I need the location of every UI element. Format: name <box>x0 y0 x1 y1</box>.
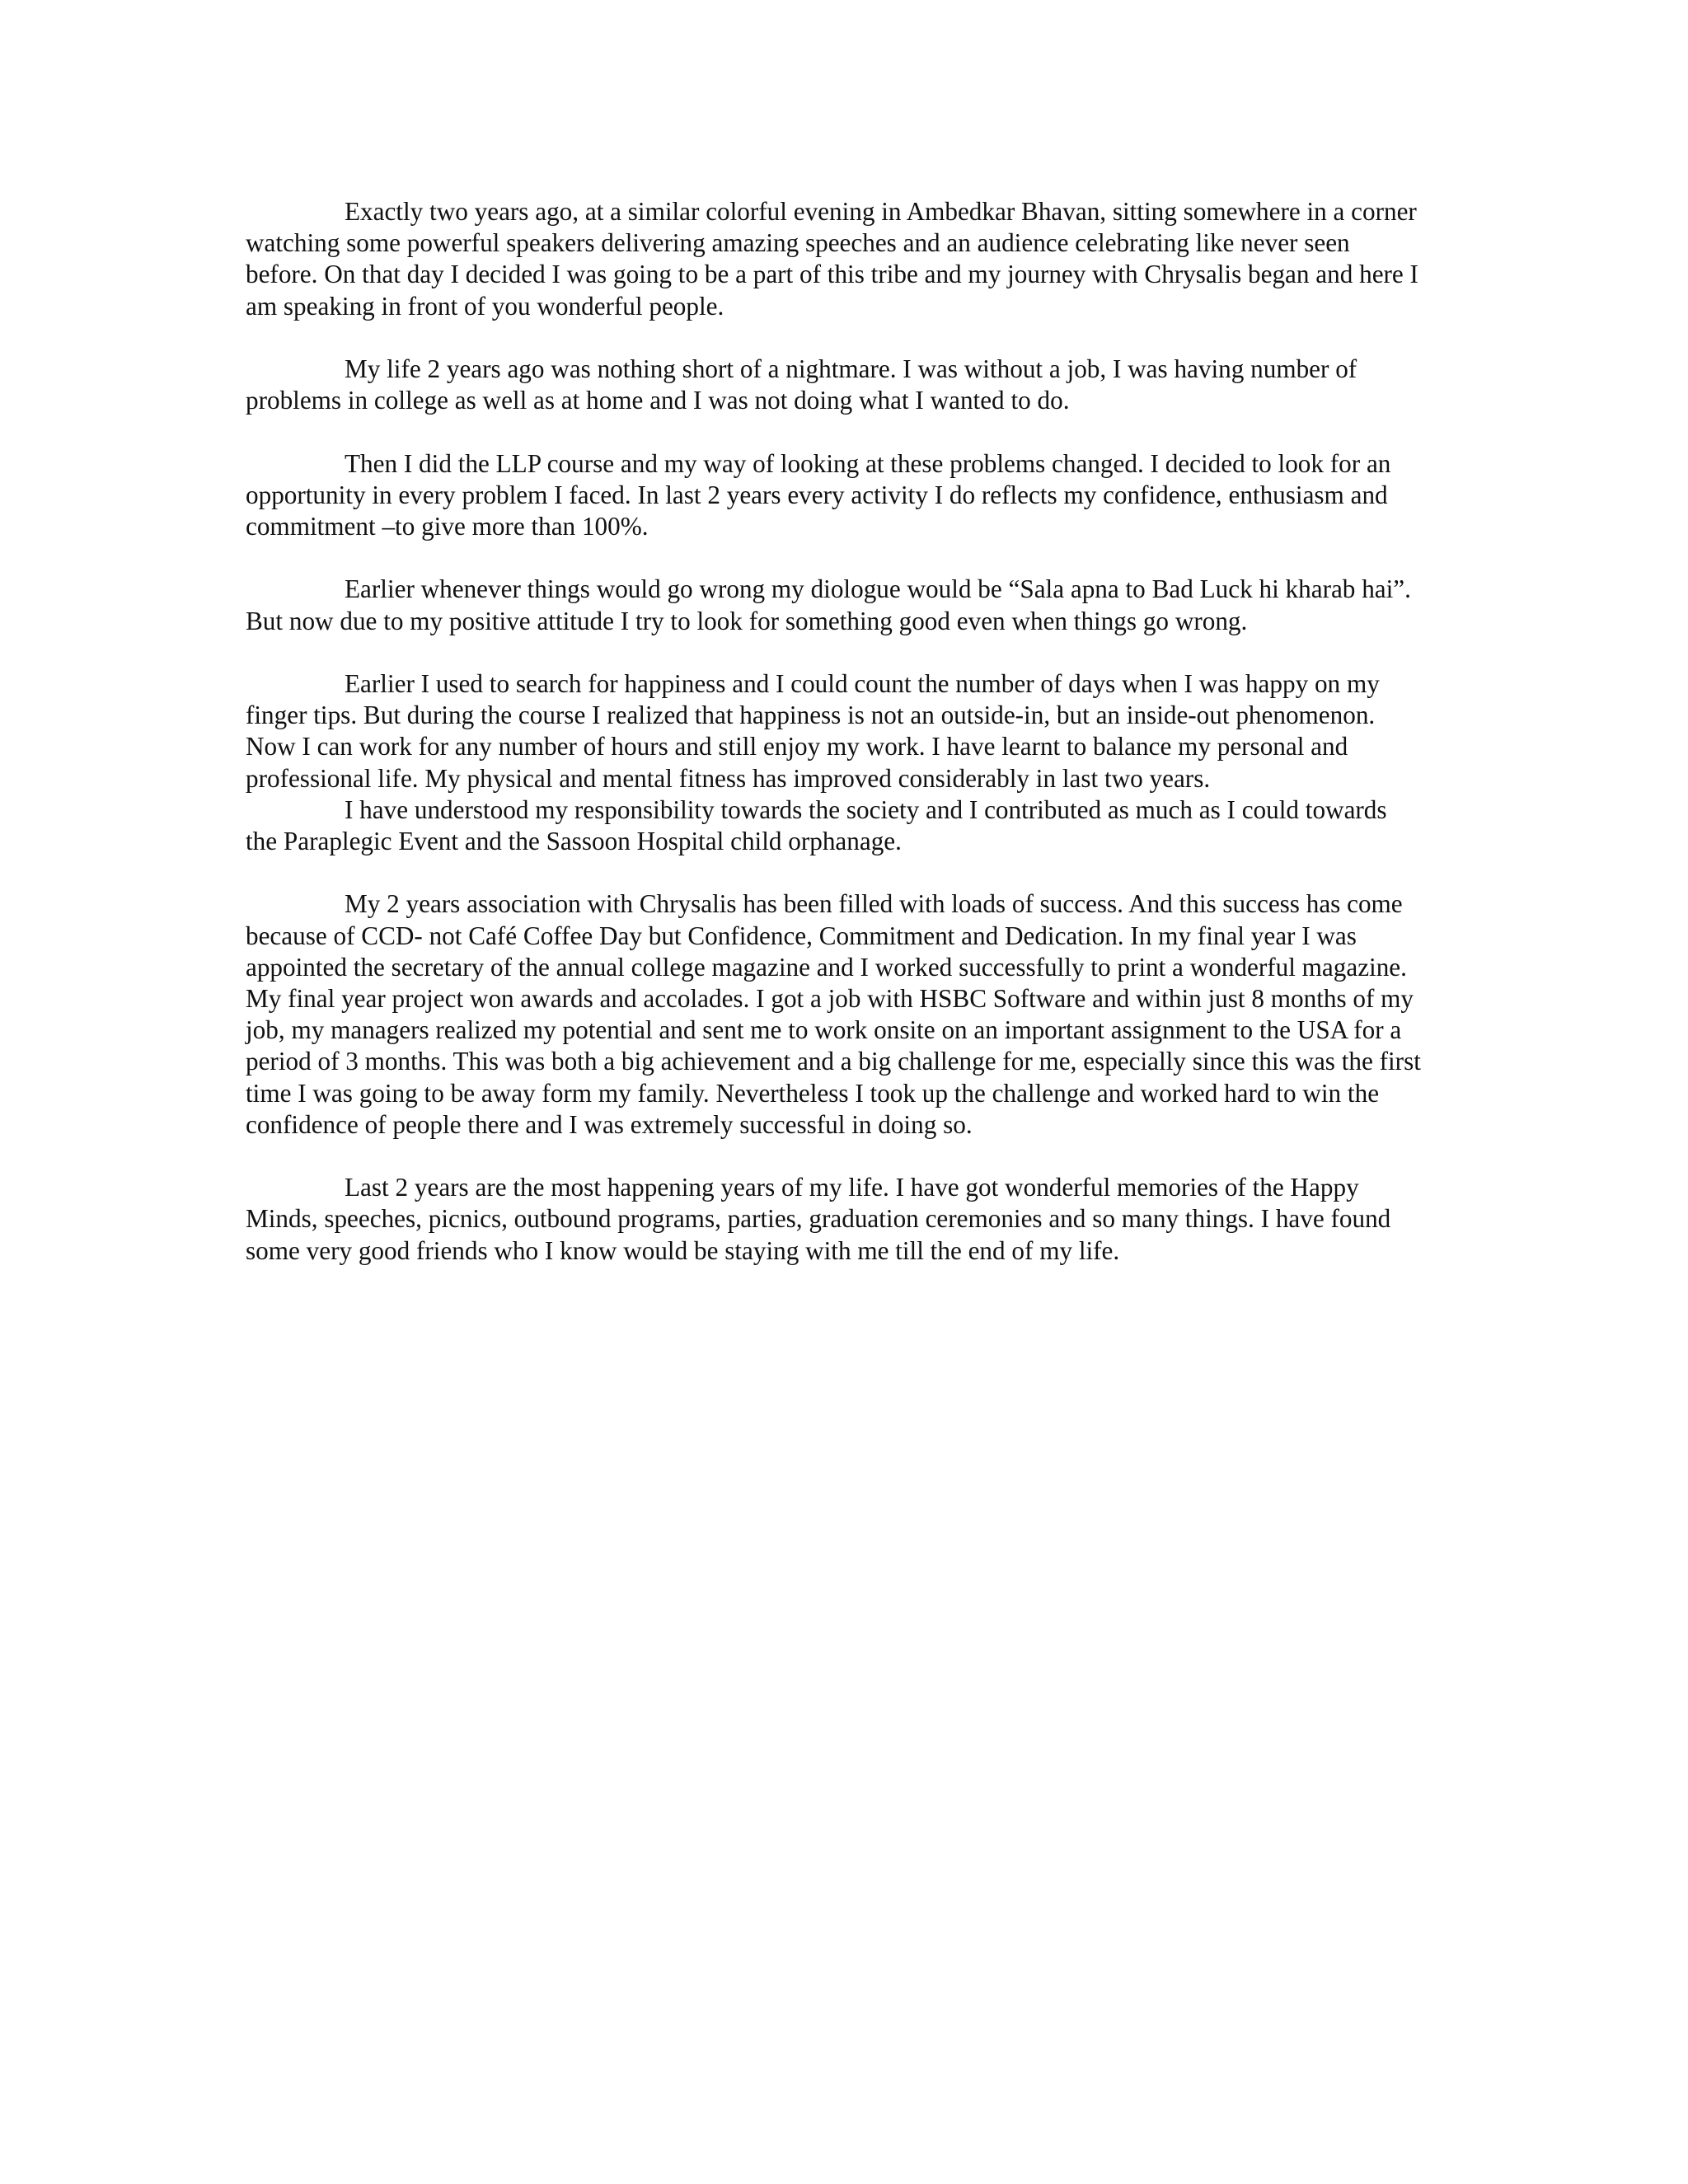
paragraph-responsibility: I have understood my responsibility towards the society and I contributed as much as I could towards the Paraplegic Event and the Sassoon Hospital child orphanage. <box>246 794 1387 855</box>
paragraph-spacer <box>246 542 1423 574</box>
paragraph-bad-luck: Earlier whenever things would go wrong my diologue would be “Sala apna to Bad Luck hi kharab hai”. But now due to my positive attitude I try to look for something good even when things go wrong. <box>246 574 1411 635</box>
paragraph-nightmare: My life 2 years ago was nothing short of a nightmare. I was without a job, I was having number of problems in college as well as at home and I was not doing what I wanted to do. <box>246 354 1357 415</box>
paragraph-success: My 2 years association with Chrysalis has been filled with loads of success. And this success has come because of CCD- not Café Coffee Day but Confidence, Commitment and Dedication. In my final year I was appointed the secretary of the annual college magazine and I worked successfully to print a wonderful magazine. My final year project won awards and accolades. I got a job with HSBC Software and within just 8 months of my job, my managers realized my potential and sent me to work onsite on an important assignment to the USA for a period of 3 months. This was both a big achievement and a big challenge for me, especially since this was the first time I was going to be away form my family. Nevertheless I took up the challenge and worked hard to win the confidence of people there and I was extremely successful in doing so. <box>246 889 1421 1139</box>
paragraph-spacer <box>246 322 1423 354</box>
paragraph-spacer <box>246 416 1423 448</box>
paragraph-spacer <box>246 637 1423 668</box>
paragraph-happiness: Earlier I used to search for happiness and I could count the number of days when I was happy on my finger tips. But during the course I realized that happiness is not an outside-in, but an inside-out phenomenon. Now I can work for any number of hours and still enjoy my work. I have learnt to balance my personal and professional life. My physical and mental fitness has improved considerably in last two years. <box>246 668 1380 793</box>
paragraph-spacer <box>246 857 1423 888</box>
paragraph-ambedkar-bhavan: Exactly two years ago, at a similar colorful evening in Ambedkar Bhavan, sitting somewhere in a corner watching some powerful speakers delivering amazing speeches and an audience celebrating like never seen before. On that day I decided I was going to be a part of this tribe and my journey with Chrysalis began and here I am speaking in front of you wonderful people. <box>246 197 1418 321</box>
paragraph-llp-course: Then I did the LLP course and my way of looking at these problems changed. I decided to look for an opportunity in every problem I faced. In last 2 years every activity I do reflects my confidence, enthusiasm and commitment –to give more than 100%. <box>246 448 1391 541</box>
document-body <box>246 196 1423 1267</box>
paragraph-spacer <box>246 1141 1423 1172</box>
paragraph-memories: Last 2 years are the most happening years of my life. I have got wonderful memories of the Happy Minds, speeches, picnics, outbound programs, parties, graduation ceremonies and so many things. I have found some very good friends who I know would be staying with me till the end of my life. <box>246 1173 1391 1265</box>
